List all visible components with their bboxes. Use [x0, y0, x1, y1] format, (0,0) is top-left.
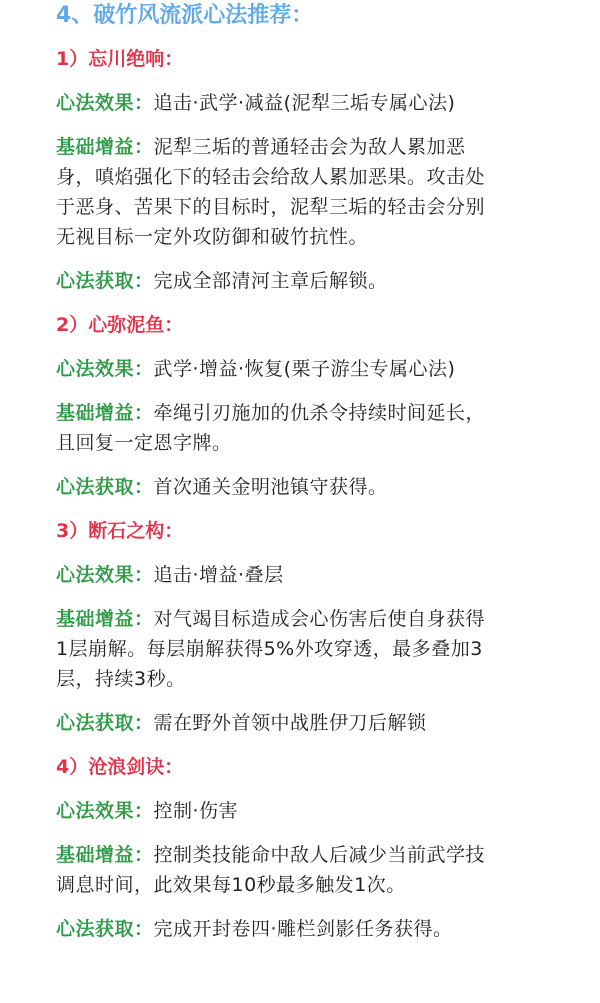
obtain-text: 首次通关金明池镇守获得。	[153, 476, 388, 498]
bonus-text-line: 且回复一定恩字牌。	[56, 432, 232, 454]
bonus-text-line: 1层崩解。每层崩解获得5%外攻穿透，最多叠加3	[56, 638, 483, 660]
entry-heading: 4）沧浪剑诀：	[56, 756, 184, 778]
entry-heading: 1）忘川绝响：	[56, 48, 184, 70]
effect-label: 心法效果：	[56, 92, 154, 114]
obtain-label: 心法获取：	[56, 270, 154, 292]
section-title: 4、破竹风流派心法推荐：	[56, 3, 314, 28]
effect-row	[56, 796, 570, 826]
obtain-row	[56, 472, 570, 502]
obtain-text: 完成开封卷四·雕栏剑影任务获得。	[153, 918, 453, 940]
bonus-row	[56, 604, 570, 694]
effect-label: 心法效果：	[56, 800, 154, 822]
bonus-text-line: 泥犁三垢的普通轻击会为敌人累加恶	[153, 136, 466, 158]
obtain-row	[56, 708, 570, 738]
obtain-text: 需在野外首领中战胜伊刀后解锁	[153, 712, 427, 734]
obtain-row	[56, 914, 570, 944]
effect-text: 追击·武学·减益(泥犁三垢专属心法)	[153, 92, 456, 114]
bonus-label: 基础增益：	[56, 136, 154, 158]
effect-label: 心法效果：	[56, 564, 154, 586]
obtain-label: 心法获取：	[56, 476, 154, 498]
effect-row	[56, 560, 570, 590]
bonus-text-line: 牵绳引刃施加的仇杀令持续时间延长，	[153, 402, 486, 424]
obtain-text: 完成全部清河主章后解锁。	[153, 270, 388, 292]
effect-text: 控制·伤害	[153, 800, 239, 822]
bonus-text-line: 身，嗔焰强化下的轻击会给敌人累加恶果。攻击处	[56, 166, 486, 188]
bonus-text-line: 调息时间，此效果每10秒最多触发1次。	[56, 874, 406, 896]
bonus-label: 基础增益：	[56, 608, 154, 630]
bonus-row	[56, 840, 570, 900]
entry-heading: 3）断石之构：	[56, 520, 184, 542]
entry-3	[56, 516, 570, 738]
bonus-text-line: 于恶身、苦果下的目标时，泥犁三垢的轻击会分别	[56, 196, 486, 218]
entry-heading: 2）心弥泥鱼：	[56, 314, 184, 336]
bonus-text-line: 无视目标一定外攻防御和破竹抗性。	[56, 226, 369, 248]
obtain-label: 心法获取：	[56, 918, 154, 940]
bonus-text-line: 控制类技能命中敌人后减少当前武学技	[153, 844, 486, 866]
effect-row	[56, 88, 570, 118]
obtain-label: 心法获取：	[56, 712, 154, 734]
bonus-text-line: 对气竭目标造成会心伤害后使自身获得	[153, 608, 486, 630]
obtain-row	[56, 266, 570, 296]
bonus-row	[56, 132, 570, 252]
bonus-row	[56, 398, 570, 458]
effect-text: 追击·增益·叠层	[153, 564, 284, 586]
bonus-label: 基础增益：	[56, 844, 154, 866]
entry-1	[56, 44, 570, 296]
effect-label: 心法效果：	[56, 358, 154, 380]
entry-2	[56, 310, 570, 502]
entry-4	[56, 752, 570, 944]
bonus-text-line: 层，持续3秒。	[56, 668, 186, 690]
effect-row	[56, 354, 570, 384]
bonus-label: 基础增益：	[56, 402, 154, 424]
effect-text: 武学·增益·恢复(栗子游尘专属心法)	[153, 358, 456, 380]
